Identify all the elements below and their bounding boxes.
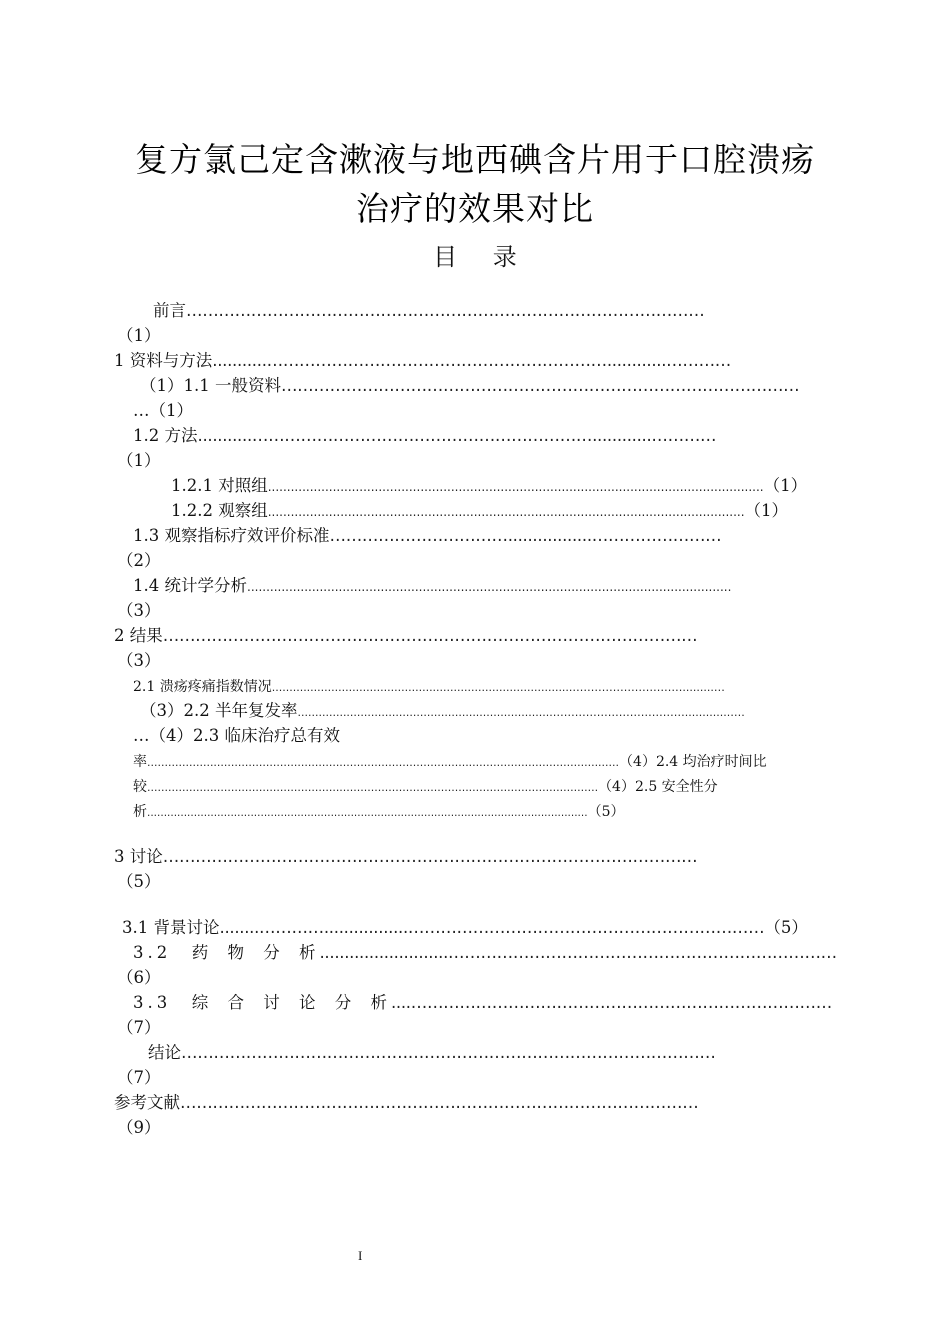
toc-entry-conclusion[interactable] [148, 1042, 716, 1064]
toc-entry-label: 3.2 药 物 分 析 [133, 943, 320, 962]
toc-page-number: （6） [117, 968, 161, 987]
toc-leader: …………………………………………………………………………………… [186, 301, 705, 320]
toc-entry-section-3[interactable] [114, 846, 697, 868]
toc-entry-2-3-continued[interactable] [133, 750, 767, 774]
toc-entry-label: 前言 [153, 301, 186, 320]
toc-entry-label: 率 [133, 754, 147, 770]
toc-page-number: （1） [117, 451, 161, 470]
toc-leader: ....…………………………………………………………………… [390, 993, 832, 1012]
toc-leader: ....................................................................................................................................... [147, 756, 620, 769]
toc-entry-label: 3 讨论 [114, 847, 163, 866]
toc-entry-2-3[interactable] [133, 725, 340, 747]
toc-leader: .................................................................................................................................. [267, 480, 764, 494]
toc-page-number: （1） [744, 501, 789, 520]
toc-entry-label: 结论 [148, 1043, 181, 1062]
toc-entry-label: 1.2.2 观察组 [171, 501, 268, 520]
toc-entry-3-3[interactable] [133, 992, 832, 1014]
toc-page-number: （5） [117, 872, 161, 891]
toc-page-number: （7） [117, 1068, 161, 1087]
toc-page-number: （5） [764, 918, 808, 937]
toc-leader: ............................................................................................................................... [247, 580, 732, 594]
toc-page-number: …（1） [133, 401, 193, 420]
toc-page-number: （5） [587, 804, 625, 820]
toc-leader: ......................................................................................………………………….........… [271, 681, 725, 694]
toc-entry-2-5-label: （4）2.5 安全性分 [598, 779, 718, 795]
toc-leader: ...........………………………………………………………............………… [212, 351, 731, 370]
toc-entry-1-1[interactable] [140, 375, 799, 397]
toc-leader: ........………….................………………………………………………………… [219, 918, 765, 937]
toc-entry-section-1[interactable] [114, 350, 731, 372]
document-title-line-2: 治疗的效果对比 [356, 189, 594, 228]
toc-page-number: （3） [117, 651, 161, 670]
toc-entry-1-2-2[interactable] [171, 500, 788, 523]
toc-entry-1-2-1[interactable] [171, 475, 807, 498]
toc-entry-2-4-label: （4）2.4 均治疗时间比 [619, 754, 767, 770]
toc-entry-label: （1）1.1 一般资料 [140, 376, 281, 395]
toc-heading: 目 录 [433, 243, 531, 271]
toc-entry-label: 参考文献 [114, 1093, 180, 1112]
toc-entry-label: 3.3 综 合 讨 论 分 析 [133, 993, 391, 1012]
toc-entry-3-2[interactable] [133, 942, 837, 964]
toc-entry-label: …（4）2.3 临床治疗总有效 [133, 726, 340, 745]
toc-entry-references[interactable] [114, 1092, 698, 1114]
toc-entry-1-3[interactable] [133, 525, 721, 547]
footer-page-number: I [358, 1248, 363, 1263]
toc-page-number: （2） [117, 551, 161, 570]
toc-page-number: （1） [763, 476, 808, 495]
toc-entry-2-5-continued[interactable] [133, 800, 625, 824]
toc-entry-label: 1.2.1 对照组 [171, 476, 268, 495]
toc-leader: ……………………………………………………………………………………… [162, 626, 698, 645]
toc-entry-label: 1 资料与方法 [114, 351, 213, 370]
toc-leader: .........................................................................……………………………….............…. [297, 706, 745, 719]
toc-entry-2-4-continued[interactable] [133, 775, 718, 799]
toc-leader: …………………………………………………………………………………… [280, 376, 800, 395]
toc-leader: ..........................……………………………………………………………… [319, 943, 837, 962]
toc-entry-3-1[interactable] [122, 917, 808, 939]
toc-leader: ...........………………………………………………………............………… [197, 426, 717, 445]
toc-page-number: （1） [117, 326, 161, 345]
toc-entry-label: 2 结果 [114, 626, 163, 645]
toc-entry-label: 3.1 背景讨论 [122, 918, 220, 937]
toc-page-number: （3） [117, 601, 161, 620]
toc-page-number: （7） [117, 1018, 161, 1037]
toc-leader: ................................................................................................................................. [147, 781, 599, 794]
toc-leader: ............................................................................................................................. [267, 505, 745, 519]
toc-entry-2-1[interactable] [133, 675, 725, 699]
toc-leader: ……………………………………………………………………………………… [181, 1043, 716, 1062]
toc-entry-label: 1.3 观察指标疗效评价标准 [133, 526, 330, 545]
toc-page-number: （9） [117, 1118, 161, 1137]
toc-entry-1-4[interactable] [133, 575, 731, 598]
toc-entry-label: 2.1 溃疡疼痛指数情况 [133, 679, 272, 695]
toc-leader: …………………………………………………………………………………… [180, 1093, 699, 1112]
toc-entry-label: 析 [133, 804, 147, 820]
document-title-line-1: 复方氯己定含漱液与地西碘含片用于口腔溃疡 [135, 140, 815, 179]
toc-entry-1-2[interactable] [133, 425, 716, 447]
toc-entry-label: 较 [133, 779, 147, 795]
toc-leader: …………………………….................…………………… [329, 526, 722, 545]
toc-entry-label: 1.4 统计学分析 [133, 576, 247, 595]
toc-entry-label: （3）2.2 半年复发率 [140, 701, 298, 720]
toc-leader: ……………………………………………………………………………………… [162, 847, 698, 866]
toc-entry-preface[interactable] [153, 300, 704, 322]
toc-entry-label: 1.2 方法 [133, 426, 198, 445]
toc-entry-section-2[interactable] [114, 625, 697, 647]
toc-leader: .................................................................................................................................... [147, 807, 588, 819]
toc-entry-2-2[interactable] [140, 700, 745, 724]
